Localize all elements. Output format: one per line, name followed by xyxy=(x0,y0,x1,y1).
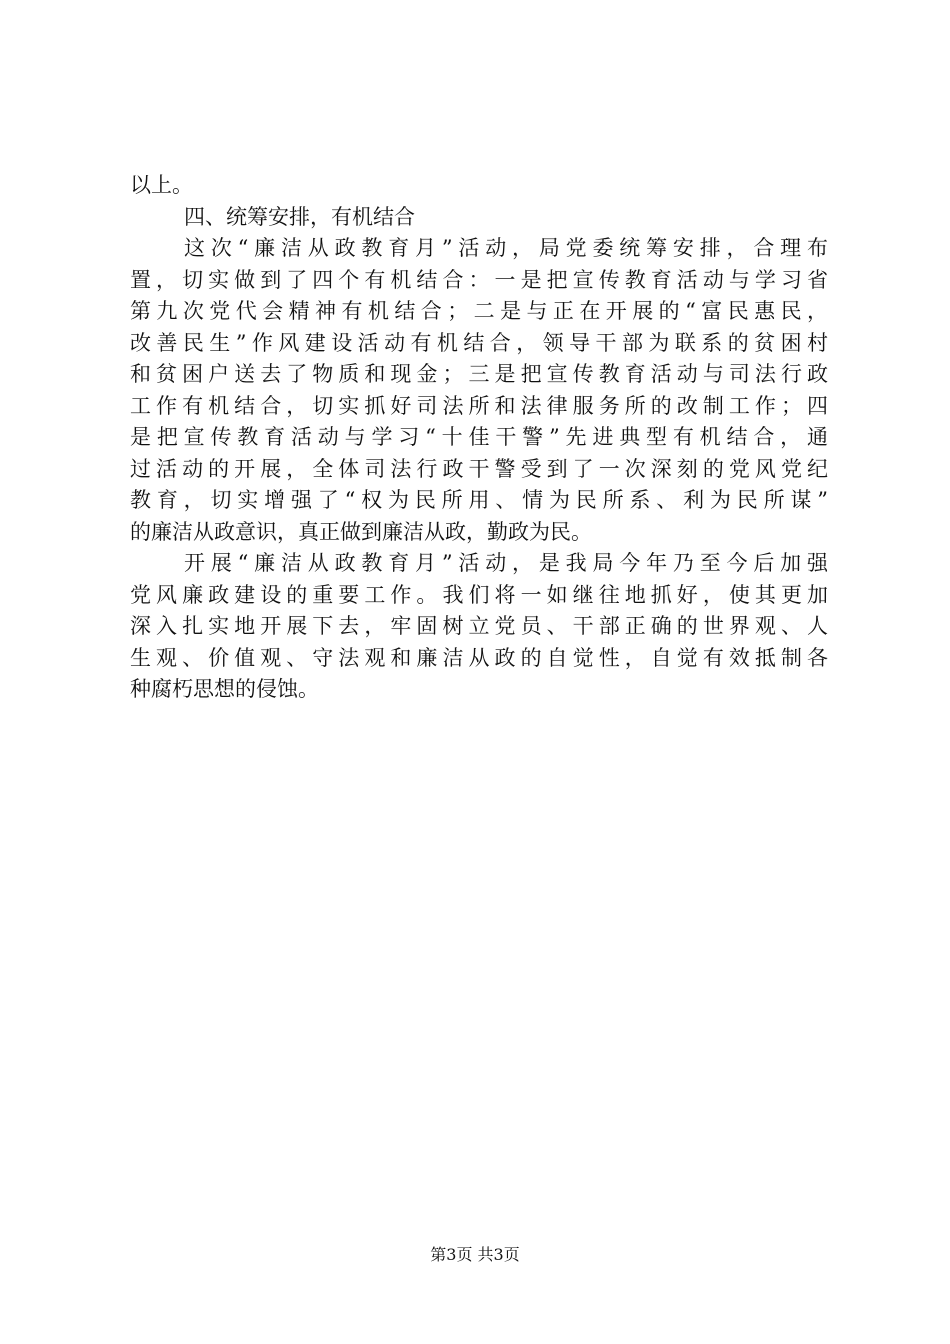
paragraph-line: 教育，切实增强了“权为民所用、情为民所系、利为民所谋” xyxy=(130,488,828,512)
paragraph-line: 工作有机结合，切实抓好司法所和法律服务所的改制工作；四 xyxy=(130,393,828,418)
body-text xyxy=(130,170,828,706)
paragraph-line: 过活动的开展，全体司法行政干警受到了一次深刻的党风党纪 xyxy=(130,456,828,481)
paragraph-line: 和贫困户送去了物质和现金；三是把宣传教育活动与司法行政 xyxy=(130,362,828,386)
section-heading: 四、统筹安排，有机结合 xyxy=(184,204,415,229)
paragraph-line: 开展“廉洁从政教育月”活动，是我局今年乃至今后加强 xyxy=(184,551,828,575)
paragraph-line: 这次“廉洁从政教育月”活动，局党委统筹安排，合理布 xyxy=(184,236,828,260)
paragraph-line: 置，切实做到了四个有机结合：一是把宣传教育活动与学习省 xyxy=(130,267,828,292)
paragraph-line: 深入扎实地开展下去，牢固树立党员、干部正确的世界观、人 xyxy=(130,614,828,638)
text-line: 以上。 xyxy=(130,173,193,197)
paragraph-line: 种腐朽思想的侵蚀。 xyxy=(130,677,319,701)
paragraph-line: 生观、价值观、守法观和廉洁从政的自觉性，自觉有效抵制各 xyxy=(130,645,828,670)
paragraph-line: 是把宣传教育活动与学习“十佳干警”先进典型有机结合，通 xyxy=(130,425,828,449)
paragraph-line: 的廉洁从政意识，真正做到廉洁从政，勤政为民。 xyxy=(130,519,592,544)
paragraph-line: 第九次党代会精神有机结合；二是与正在开展的“富民惠民， xyxy=(130,299,828,323)
paragraph-line: 党风廉政建设的重要工作。我们将一如继往地抓好，使其更加 xyxy=(130,582,828,607)
paragraph-line: 改善民生”作风建设活动有机结合，领导干部为联系的贫困村 xyxy=(130,330,828,355)
page-number-footer: 第3页 共3页 xyxy=(430,1245,520,1264)
